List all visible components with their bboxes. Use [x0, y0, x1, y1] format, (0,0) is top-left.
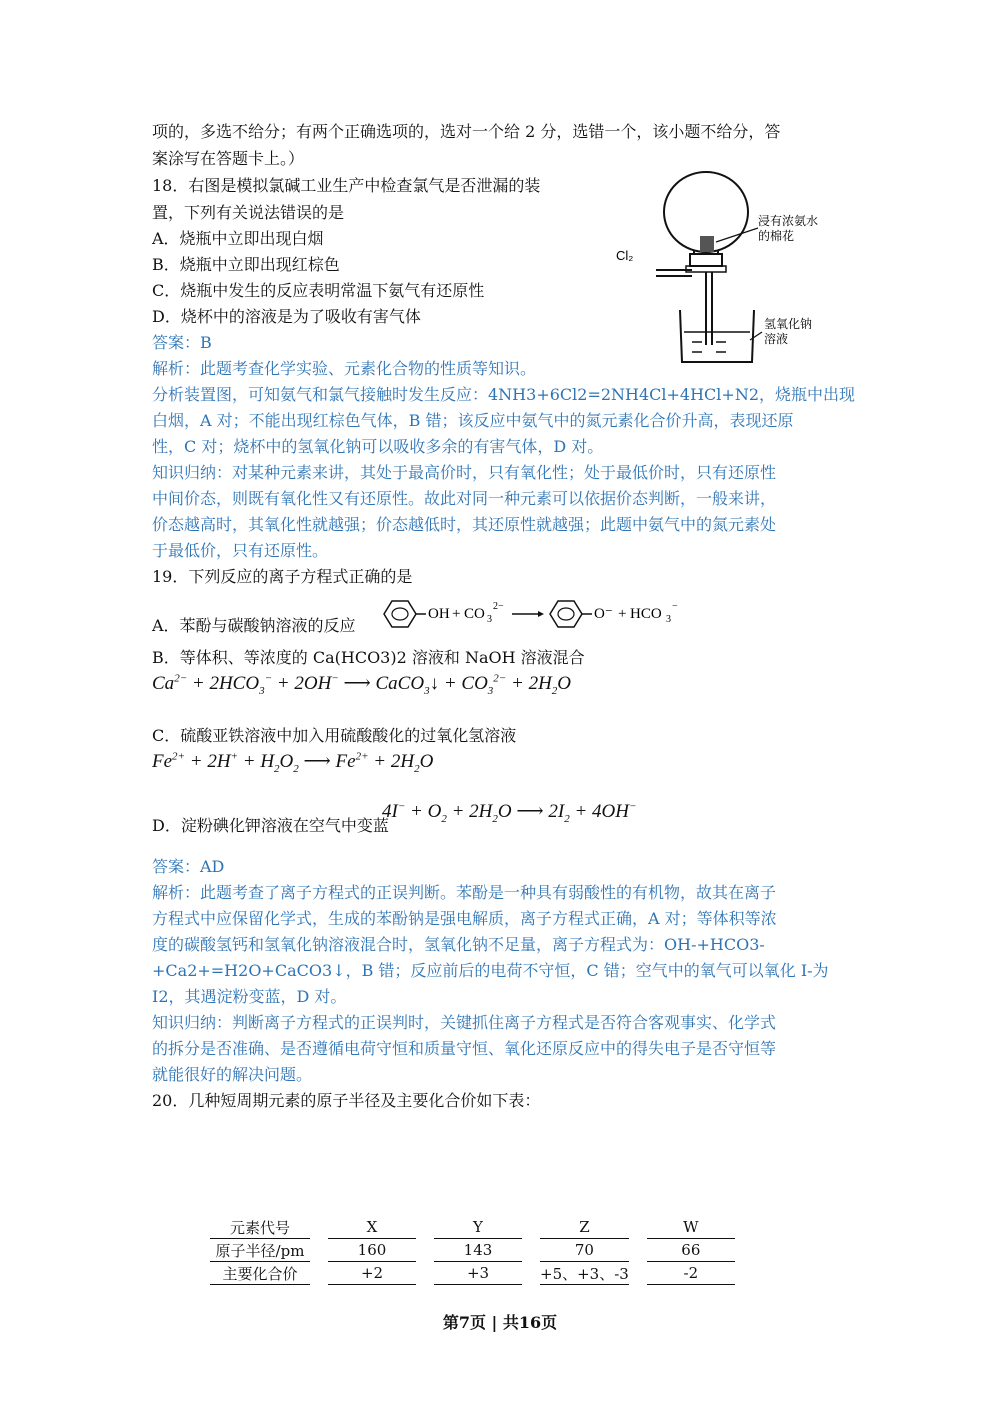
svg-text:2−: 2−	[493, 601, 504, 612]
option-a: A．烧瓶中立即出现白烟	[152, 229, 324, 248]
beaker	[680, 310, 754, 362]
option-b: B．烧瓶中立即出现红棕色	[152, 255, 340, 274]
knowledge-summary: 知识归纳：判断离子方程式的正误判时，关键抓住离子方程式是否符合客观事实、化学式	[152, 1013, 777, 1032]
table-header-row	[210, 1216, 735, 1239]
explanation: I2，其遇淀粉变蓝，D 对。	[152, 987, 347, 1006]
knowledge-summary: 价态越高时，其氧化性就越强；价态越低时，其还原性就越强；此题中氨气中的氮元素处	[152, 515, 777, 534]
question-18-stem: 18．右图是模拟氯碱工业生产中检查氯气是否泄漏的装	[152, 176, 541, 195]
table-cell: -2	[647, 1262, 735, 1285]
option-b: B．等体积、等浓度的 Ca(HCO3)2 溶液和 NaOH 溶液混合	[152, 648, 585, 667]
co3-text: CO	[464, 606, 485, 622]
table-header: 元素代号	[210, 1216, 310, 1239]
knowledge-summary: 的拆分是否准确、是否遵循电荷守恒和质量守恒、氧化还原反应中的得失电子是否守恒等	[152, 1039, 777, 1058]
cotton	[700, 236, 714, 252]
knowledge-summary: 知识归纳：对某种元素来讲，其处于最高价时，只有氧化性；处于最低价时，只有还原性	[152, 463, 777, 482]
knowledge-summary: 中间价态，则既有氧化性又有还原性。故此对同一种元素可以依据价态判断，一般来讲，	[152, 489, 777, 508]
table-cell: 143	[434, 1239, 522, 1262]
knowledge-summary: 就能很好的解决问题。	[152, 1065, 313, 1084]
table-cell: 66	[647, 1239, 735, 1262]
benzene-ring	[550, 601, 582, 627]
page-footer: 第7页 | 共16页	[442, 1313, 558, 1332]
option-d: D．淀粉碘化钾溶液在空气中变蓝	[152, 816, 389, 835]
table-cell: 160	[328, 1239, 416, 1262]
svg-text:+: +	[452, 606, 461, 622]
text-line: 案涂写在答题卡上。）	[152, 149, 305, 168]
svg-text:+: +	[618, 606, 627, 622]
table-row	[210, 1262, 735, 1285]
answer: 答案：B	[152, 333, 212, 352]
explanation: 度的碳酸氢钙和氢氧化钠溶液混合时，氢氧化钠不足量，离子方程式为：OH-+HCO3-	[152, 935, 765, 954]
table-row	[210, 1239, 735, 1262]
explanation: 解析：此题考查了离子方程式的正误判断。苯酚是一种具有弱酸性的有机物，故其在离子	[152, 883, 777, 902]
explanation: 解析：此题考查化学实验、元素化合物的性质等知识。	[152, 359, 537, 378]
svg-text:3: 3	[487, 614, 492, 625]
table-cell: +3	[434, 1262, 522, 1285]
table-cell: 原子半径/pm	[210, 1239, 310, 1262]
knowledge-summary: 于最低价，只有还原性。	[152, 541, 329, 560]
option-a: A．苯酚与碳酸钠溶液的反应	[152, 616, 356, 635]
equation-a	[378, 594, 718, 634]
equation-b: $Ca^{2-} + 2HCO_3^- + 2OH^-$ ⟶ CaCO$_3$↓ + $CO_3^{2-} + 2H_2O$	[152, 672, 572, 697]
explanation: +Ca2+=H2O+CaCO3↓，B 错；反应前后的电荷不守恒，C 错；空气中的氧气可以氧化 I-为	[152, 961, 829, 980]
apparatus-figure	[612, 170, 852, 370]
table-header: Z	[540, 1216, 629, 1239]
hco3-text: HCO	[630, 606, 662, 622]
equation-c: $Fe^{2+} + 2H^+ + H_2O_2$ ⟶ $Fe^{2+} + 2H_2O$	[152, 750, 434, 775]
question-18-stem: 置，下列有关说法错误的是	[152, 203, 345, 222]
table-cell: +2	[328, 1262, 416, 1285]
equation-d: $4I^- + O_2 + 2H_2O$ ⟶ $2I_2 + 4OH^-$	[382, 800, 637, 825]
table-header: W	[647, 1216, 735, 1239]
question-20-stem: 20．几种短周期元素的原子半径及主要化合价如下表：	[152, 1091, 541, 1110]
table-cell: +5、+3、-3	[540, 1262, 629, 1285]
option-c: C．烧瓶中发生的反应表明常温下氨气有还原性	[152, 281, 485, 300]
naoh-label: 氢氧化钠	[764, 317, 813, 331]
option-c: C．硫酸亚铁溶液中加入用硫酸酸化的过氧化氢溶液	[152, 726, 517, 745]
svg-text:−: −	[672, 601, 678, 612]
text-line: 项的，多选不给分；有两个正确选项的，选对一个给 2 分，选错一个，该小题不给分，答	[152, 122, 781, 141]
table-header: X	[328, 1216, 416, 1239]
o-minus-text: O⁻	[594, 606, 613, 622]
explanation: 方程式中应保留化学式，生成的苯酚钠是强电解质，离子方程式正确，A 对；等体积等浓	[152, 909, 777, 928]
svg-text:3: 3	[666, 614, 671, 625]
cotton-label: 的棉花	[758, 229, 795, 243]
table-header: Y	[434, 1216, 522, 1239]
table-cell: 70	[540, 1239, 629, 1262]
table-cell: 主要化合价	[210, 1262, 310, 1285]
element-table	[210, 1216, 735, 1285]
oh-text: OH	[428, 606, 450, 622]
cotton-label: 浸有浓氨水	[758, 214, 819, 228]
explanation: 分析装置图，可知氨气和氯气接触时发生反应：4NH3+6Cl2=2NH4Cl+4HCl+N2，烧瓶中出现	[152, 385, 856, 404]
naoh-label: 溶液	[764, 332, 789, 346]
explanation: 性，C 对；烧杯中的氢氧化钠可以吸收多余的有害气体，D 对。	[152, 437, 604, 456]
stopper	[690, 254, 722, 266]
question-19-stem: 19．下列反应的离子方程式正确的是	[152, 567, 413, 586]
explanation: 白烟，A 对；不能出现红棕色气体，B 错；该反应中氨气中的氮元素化合价升高，表现还原	[152, 411, 794, 430]
cl2-label: Cl₂	[616, 248, 634, 263]
benzene-ring	[384, 601, 416, 627]
option-d: D．烧杯中的溶液是为了吸收有害气体	[152, 307, 421, 326]
answer: 答案：AD	[152, 857, 225, 876]
